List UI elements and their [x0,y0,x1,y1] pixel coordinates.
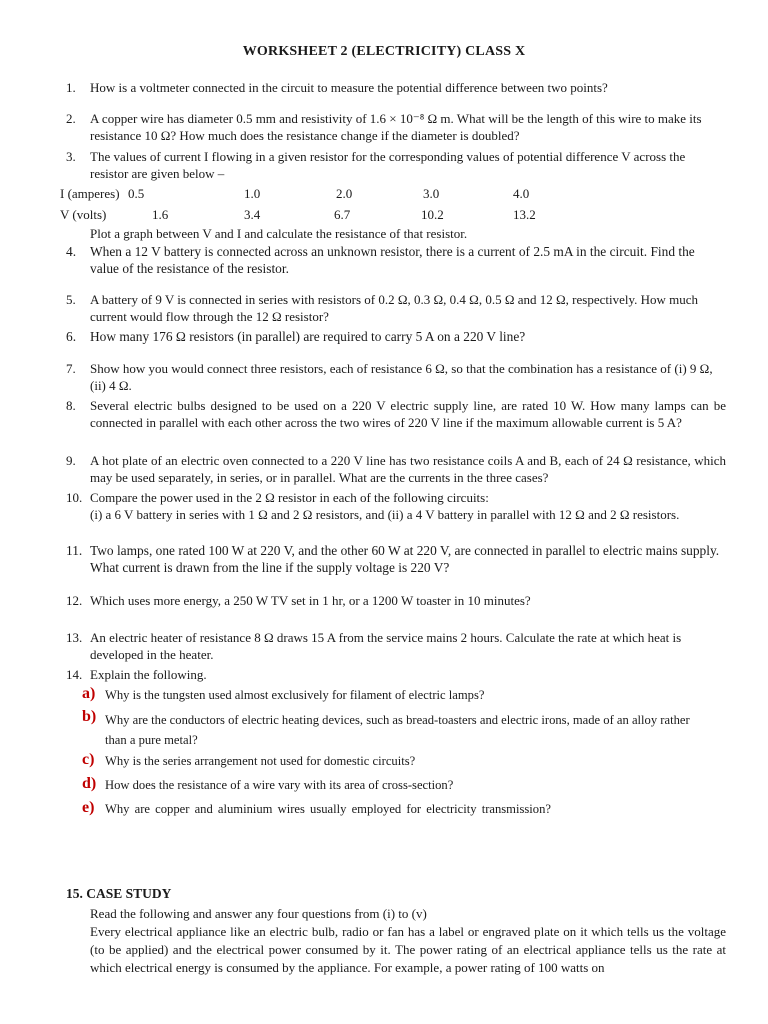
worksheet-title: WORKSHEET 2 (ELECTRICITY) CLASS X [242,44,526,59]
question-number: 8. [66,398,76,413]
subquestion-text: Why is the tungsten used almost exclusively for filament of electric lamps? [105,688,485,702]
question-number: 13. [66,630,83,645]
voltage-value: 13.2 [513,207,536,222]
case-study-instruction: Read the following and answer any four questions from (i) to (v) [90,906,427,921]
question-13 [66,629,726,663]
question-14 [66,666,726,683]
question-6 [66,328,726,345]
subquestion-text: How does the resistance of a wire vary with its area of cross-section? [105,778,454,792]
voltage-value: 1.6 [152,207,169,222]
question-number: 11. [66,543,83,558]
subquestion-label: b) [82,708,97,725]
question-text: A hot plate of an electric oven connected to a 220 V line has two resistance coils A and B, each of 24 Ω resistance, which may be used separately, in series, or in parallel. What are the currents in the three cases? [90,453,726,485]
subquestion-text: Why are copper and aluminium wires usually employed for electricity transmission? [105,802,551,816]
question-text: A copper wire has diameter 0.5 mm and resistivity of 1.6 × 10⁻⁸ Ω m. What will be the length of this wire to make its resistance 10 Ω? How much does the resistance change if the diameter is doubled? [90,111,702,143]
subquestion-label: e) [82,799,95,816]
subquestion-label: d) [82,775,97,792]
question-7 [66,360,726,394]
question-text: A battery of 9 V is connected in series with resistors of 0.2 Ω, 0.3 Ω, 0.4 Ω, 0.5 Ω and 12 Ω, respectively. How much current would flow through the 12 Ω resistor? [90,292,699,324]
question-text: When a 12 V battery is connected across an unknown resistor, there is a current of 2.5 mA in the circuit. Find the value of the resistance of the resistor. [90,244,695,276]
current-row-label: I (amperes) [60,186,120,201]
voltage-value: 10.2 [421,207,444,222]
subquestion-text: Why are the conductors of electric heating devices, such as bread-toasters and electric irons, made of an alloy rather than a pure metal? [105,713,690,747]
subquestion-label: c) [82,751,95,768]
question-text: How many 176 Ω resistors (in parallel) are required to carry 5 A on a 220 V line? [90,329,526,344]
question-detail: (i) a 6 V battery in series with 1 Ω and 2 Ω resistors, and (ii) a 4 V battery in parallel with 12 Ω and 2 Ω resistors. [90,507,680,522]
question-10 [66,489,726,523]
voltage-row-label: V (volts) [60,207,107,222]
current-value: 4.0 [513,186,530,201]
question-text: Two lamps, one rated 100 W at 220 V, and the other 60 W at 220 V, are connected in parallel to electric mains supply. What current is drawn from the line if the supply voltage is 220 V? [90,543,720,575]
subquestion-text: Why is the series arrangement not used for domestic circuits? [105,754,416,768]
question-number: 14. [66,667,83,682]
case-study-heading: 15. CASE STUDY [66,886,172,901]
question-12 [66,592,726,609]
current-value: 0.5 [128,186,145,201]
question-number: 2. [66,111,76,126]
question-9 [66,452,726,486]
question-number: 5. [66,292,76,307]
question-8 [66,397,726,431]
current-value: 1.0 [244,186,261,201]
question-1 [66,79,726,96]
subquestion-c [82,753,722,770]
question-number: 7. [66,361,76,376]
question-number: 12. [66,593,83,608]
question-text: How is a voltmeter connected in the circuit to measure the potential difference between two points? [90,80,608,95]
voltage-value: 6.7 [334,207,351,222]
question-11 [66,542,726,576]
subquestion-label: a) [82,685,96,702]
question-text: Compare the power used in the 2 Ω resistor in each of the following circuits: [90,490,489,505]
subquestion-b [82,710,722,750]
question-number: 6. [66,329,77,344]
question-text: Explain the following. [90,667,207,682]
question-5 [66,291,726,325]
question-text: Show how you would connect three resistors, each of resistance 6 Ω, so that the combination has a resistance of (i) 9 Ω, (ii) 4 Ω. [90,361,713,393]
question-2 [66,110,726,144]
question-number: 10. [66,490,83,505]
question-3-instruction: Plot a graph between V and I and calculate the resistance of that resistor. [90,226,468,241]
question-text: An electric heater of resistance 8 Ω draws 15 A from the service mains 2 hours. Calculate the rate at which heat is developed in the heater. [90,630,682,662]
subquestion-d [82,777,722,794]
subquestion-e [82,801,722,818]
question-text: Which uses more energy, a 250 W TV set in 1 hr, or a 1200 W toaster in 10 minutes? [90,593,531,608]
question-number: 9. [66,453,76,468]
voltage-value: 3.4 [244,207,261,222]
question-number: 3. [66,149,76,164]
question-text: Several electric bulbs designed to be used on a 220 V electric supply line, are rated 10 W. How many lamps can be connected in parallel with each other across the two wires of 220 V line if the maximum allowable current is 5 A? [90,398,726,430]
current-value: 3.0 [423,186,440,201]
case-study-passage: Every electrical appliance like an electric bulb, radio or fan has a label or engraved plate on it which tells us the voltage (to be applied) and the electrical power consumed by it. The power rating of an electrical appliance tells us the rate at which electrical energy is consumed by the appliance. For example, a power rating of 100 watts on [90,924,726,975]
question-3 [66,148,726,182]
question-text: The values of current I flowing in a given resistor for the corresponding values of potential difference V across the resistor are given below – [90,149,686,181]
question-number: 4. [66,244,77,259]
current-value: 2.0 [336,186,353,201]
subquestion-a [82,687,722,704]
question-4 [66,243,726,277]
question-number: 1. [66,80,76,95]
